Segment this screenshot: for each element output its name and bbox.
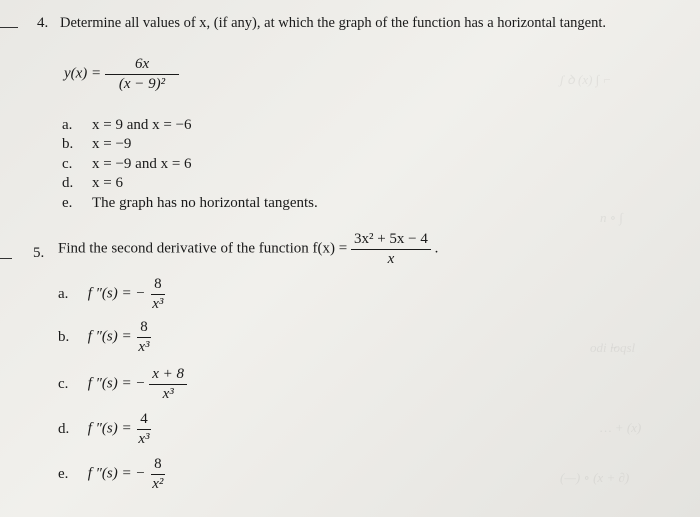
- question-5-function-fraction: [351, 231, 431, 267]
- option-fraction: [135, 411, 152, 447]
- option-letter: e.: [62, 195, 73, 211]
- option-fraction: [149, 276, 166, 312]
- option-text: x = −9 and x = 6: [92, 156, 192, 172]
- question-4-function: [64, 56, 179, 92]
- fraction-numerator: 3x² + 5x − 4: [351, 231, 431, 250]
- fraction-numerator: 6x: [105, 56, 179, 75]
- option-lhs: f ″(s) = −: [87, 465, 146, 482]
- fraction-denominator: x²: [152, 475, 164, 492]
- question-5-prompt-text: Find the second derivative of the function f(x) =: [58, 240, 348, 257]
- option-text: x = 9 and x = −6: [92, 117, 192, 133]
- question-5-prompt: [58, 231, 438, 267]
- option-d: [62, 175, 123, 192]
- function-fraction: [105, 56, 179, 92]
- option-a: [62, 117, 192, 134]
- fraction-denominator: x³: [138, 338, 150, 355]
- option-lhs: f ″(s) =: [87, 328, 132, 345]
- option-letter: a.: [58, 285, 69, 302]
- option-letter: b.: [62, 136, 74, 152]
- question-4-prompt: Determine all values of x, (if any), at which the graph of the function has a horizontal tangent.: [60, 15, 606, 31]
- option-lhs: f ″(s) = −: [87, 285, 146, 302]
- option-e: [58, 456, 166, 492]
- option-d: [58, 411, 153, 447]
- option-lhs: f ″(s) =: [87, 420, 132, 437]
- margin-dash: [0, 27, 18, 28]
- fraction-denominator: (x − 9)²: [118, 75, 166, 92]
- option-letter: c.: [62, 156, 73, 172]
- option-lhs: f ″(s) = −: [87, 375, 146, 392]
- option-b: [62, 136, 131, 153]
- option-letter: d.: [58, 420, 70, 437]
- fraction-denominator: x: [387, 250, 395, 267]
- option-letter: a.: [62, 117, 73, 133]
- fraction-numerator: 8: [151, 276, 165, 295]
- fraction-denominator: x³: [138, 430, 150, 447]
- fraction-numerator: x + 8: [149, 366, 187, 385]
- option-letter: b.: [58, 328, 70, 345]
- fraction-numerator: 8: [137, 319, 151, 338]
- option-letter: c.: [58, 375, 69, 392]
- option-text: x = 6: [92, 175, 123, 191]
- function-lhs: y(x) =: [64, 65, 102, 82]
- option-c: [62, 156, 192, 173]
- fraction-denominator: x³: [162, 385, 174, 402]
- fraction-denominator: x³: [152, 295, 164, 312]
- option-letter: d.: [62, 175, 74, 191]
- question-5-number: 5.: [33, 245, 45, 261]
- option-letter: e.: [58, 465, 69, 482]
- question-5-trail: .: [434, 240, 439, 257]
- option-text: x = −9: [92, 136, 132, 152]
- option-b: [58, 319, 153, 355]
- option-fraction: [135, 319, 152, 355]
- option-c: [58, 366, 187, 402]
- fraction-numerator: 4: [137, 411, 151, 430]
- margin-dash: [0, 258, 12, 259]
- option-a: [58, 276, 166, 312]
- option-e: [62, 195, 318, 212]
- option-fraction: [149, 366, 187, 402]
- fraction-numerator: 8: [151, 456, 165, 475]
- question-4-number: 4.: [37, 15, 49, 31]
- option-fraction: [149, 456, 166, 492]
- option-text: The graph has no horizontal tangents.: [92, 195, 318, 211]
